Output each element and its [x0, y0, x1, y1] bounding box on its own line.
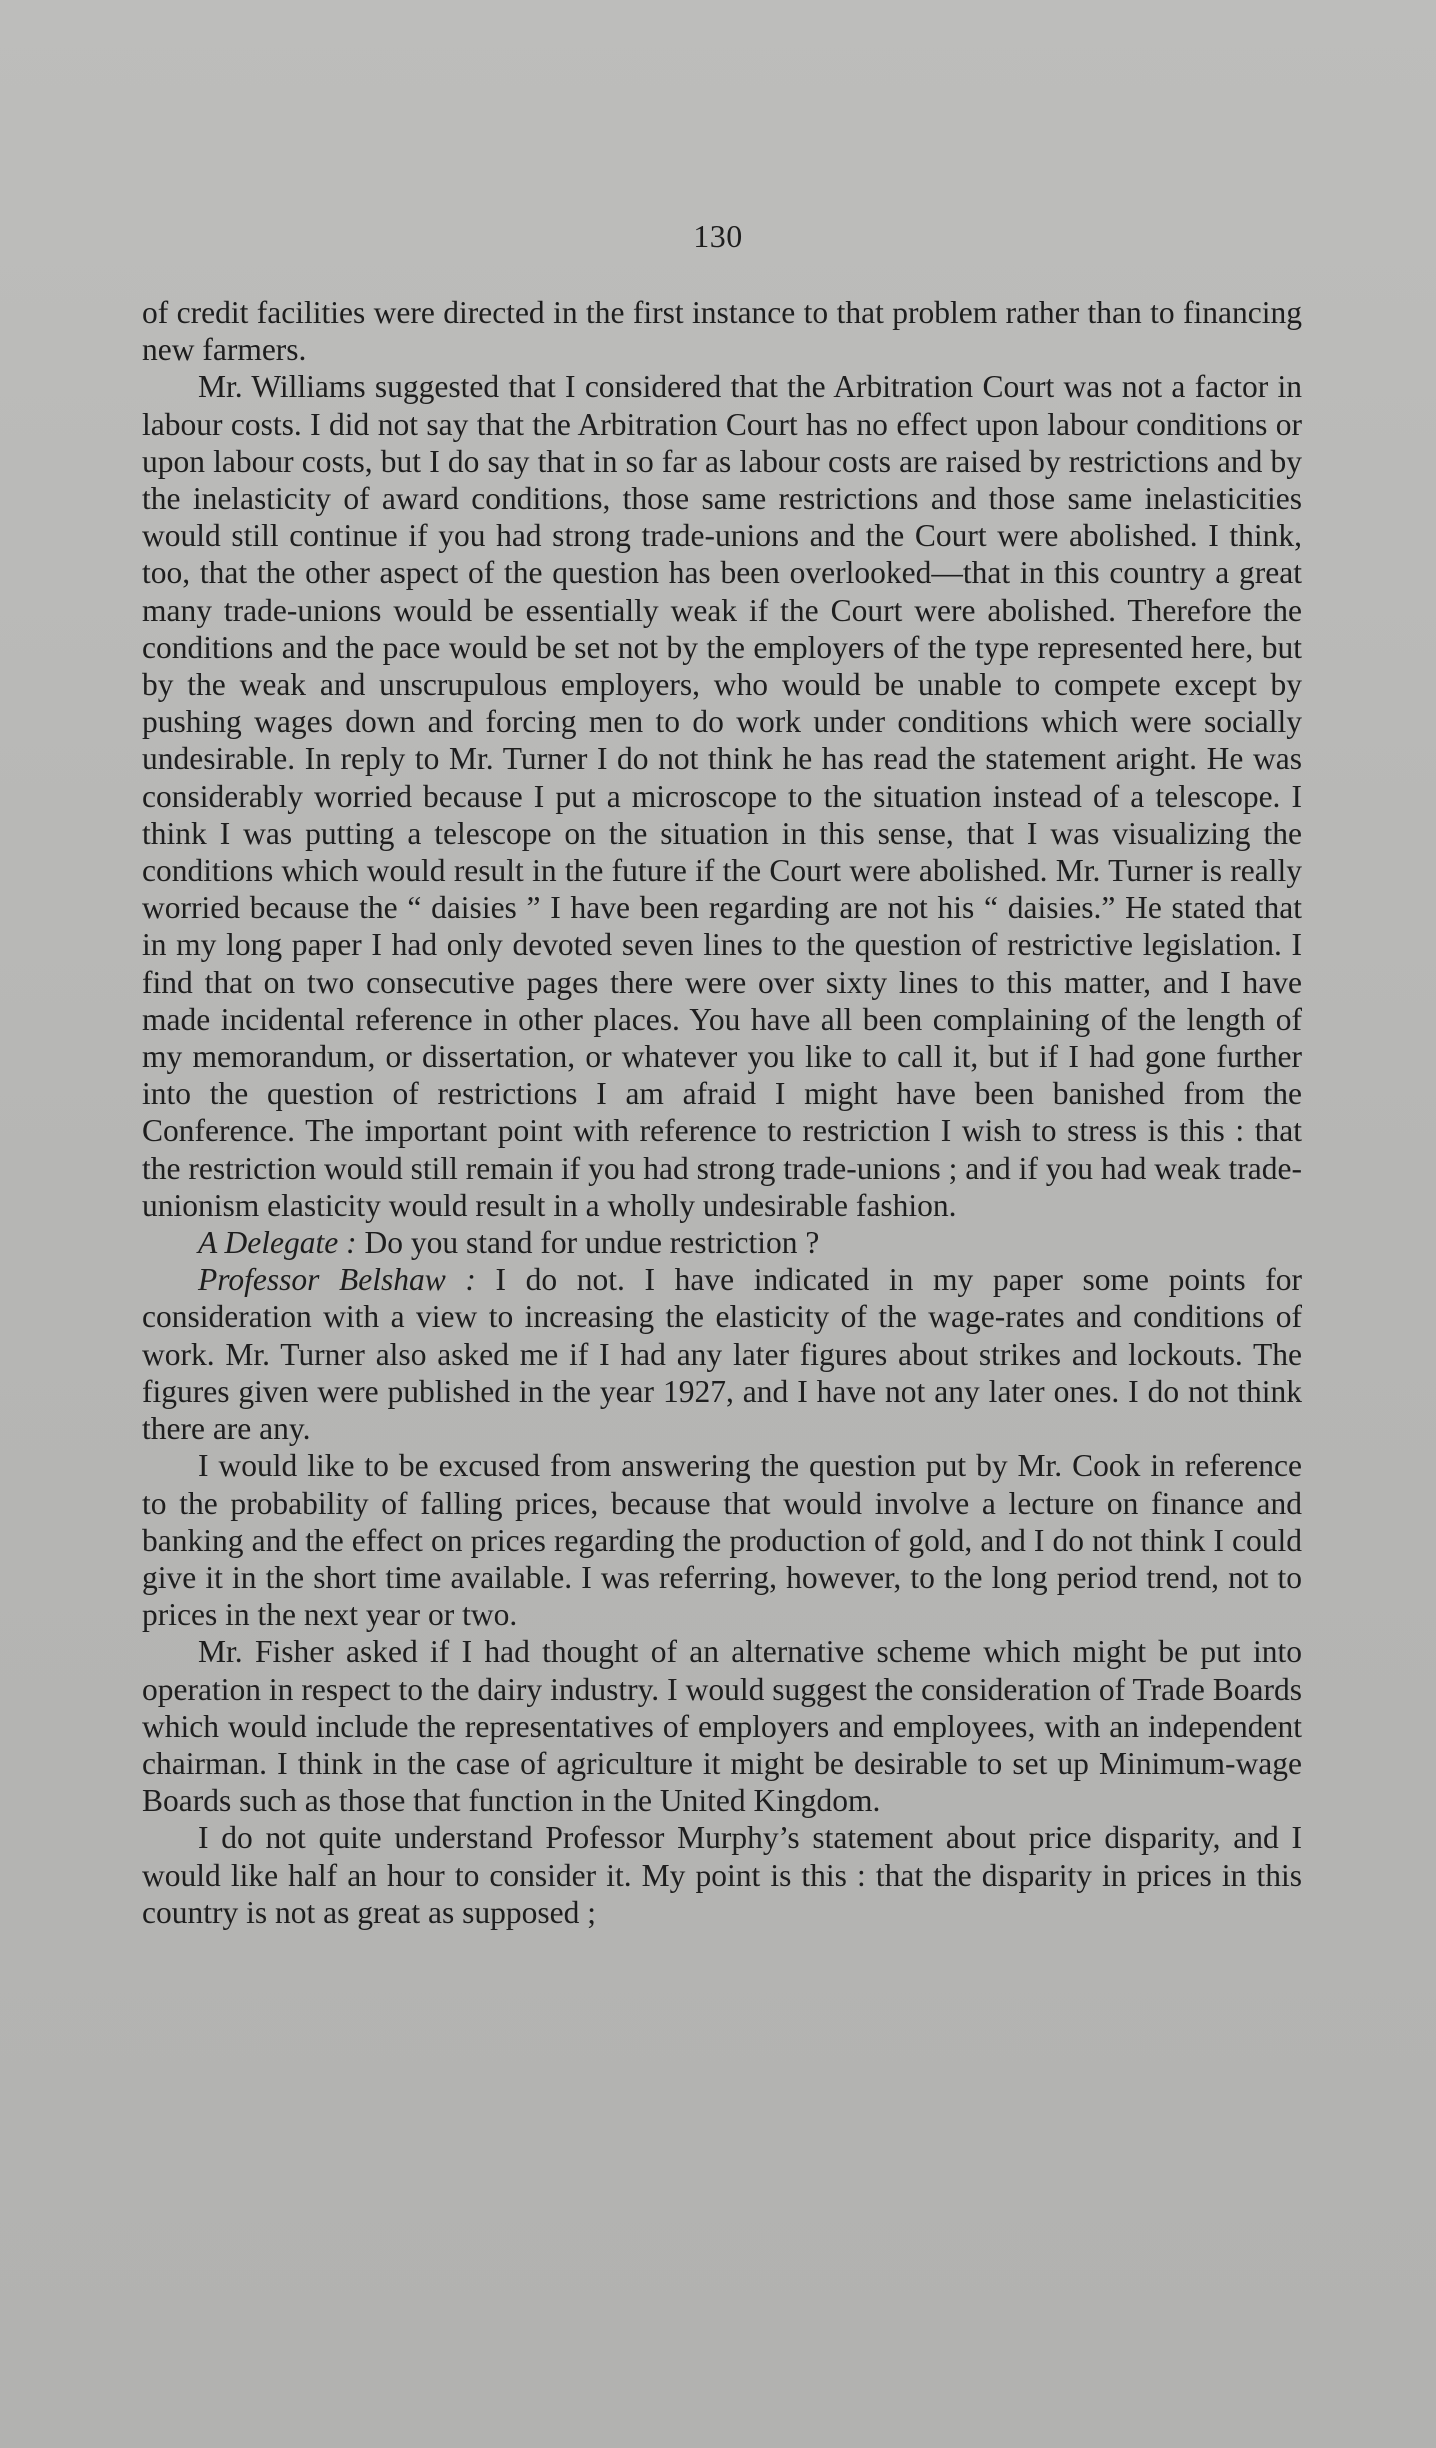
paragraph-text: I would like to be excused from answering the question put by Mr. Cook in reference to the probability of falling prices, because that would involve a lecture on finance and banking and the effect on prices regarding the production of gold, and I do not think I could give it in the short time available. I was referring, however, to the long period trend, not to prices in the next year or two. [142, 1448, 1302, 1633]
paragraph [142, 368, 1302, 1224]
body-text [142, 294, 1302, 1931]
speaker-name: Professor Belshaw : [198, 1262, 476, 1298]
paragraph-text: Do you stand for undue restriction ? [364, 1225, 820, 1261]
paragraph [142, 1447, 1302, 1633]
paragraph [142, 1633, 1302, 1819]
paragraph [142, 1261, 1302, 1447]
paragraph [142, 1224, 1302, 1261]
paragraph-text: Mr. Williams suggested that I considered that the Arbitration Court was not a factor in labour costs. I did not say that the Arbitration Court has no effect upon labour conditions or upon labour costs, but I do say that in so far as labour costs are raised by restrictions and by the inelasticity of award conditions, those same restrictions and those same inelasticities would still continue if you had strong trade-unions and the Court were abolished. I think, too, that the other aspect of the question has been overlooked—that in this country a great many trade-unions would be essentially weak if the Court were abolished. Therefore the conditions and the pace would be set not by the employers of the type represented here, but by the weak and unscrupulous employers, who would be unable to compete except by pushing wages down and forcing men to do work under conditions which were socially undesirable. In reply to Mr. Turner I do not think he has read the statement aright. He was considerably worried because I put a microscope to the situation instead of a telescope. I think I was putting a telescope on the situation in this sense, that I was visualizing the conditions which would result in the future if the Court were abolished. Mr. Turner is really worried because the “ daisies ” I have been regarding are not his “ daisies.” He stated that in my long paper I had only devoted seven lines to the question of restrictive legislation. I find that on two consecutive pages there were over sixty lines to this matter, and I have made incidental reference in other places. You have all been complaining of the length of my memorandum, or dissertation, or whatever you like to call it, but if I had gone further into the question of restrictions I am afraid I might have been banished from the Conference. The important point with reference to restriction I wish to stress is this : that the restriction would still remain if you had strong trade-unions ; and if you had weak trade-unionism elasticity would result in a wholly undesirable fashion. [142, 369, 1302, 1223]
page-number: 130 [693, 218, 743, 254]
paragraph-text: Mr. Fisher asked if I had thought of an alternative scheme which might be put into operation in respect to the dairy industry. I would suggest the consideration of Trade Boards which would include the representatives of employers and employees, with an independent chairman. I think in the case of agriculture it might be desirable to set up Minimum-wage Boards such as those that function in the United Kingdom. [142, 1634, 1302, 1819]
paragraph-text: I do not quite understand Professor Murphy’s statement about price disparity, and I would like half an hour to consider it. My point is this : that the disparity in prices in this country is not as great as supposed ; [142, 1820, 1302, 1930]
paragraph [142, 1819, 1302, 1931]
paragraph [142, 294, 1302, 368]
speaker-name: A Delegate : [198, 1225, 357, 1261]
paragraph-text: of credit facilities were directed in the first instance to that problem rather than to financing new farmers. [142, 295, 1302, 368]
paragraph-text: I do not. I have indicated in my paper some points for consideration with a view to increasing the elasticity of the wage-rates and conditions of work. Mr. Turner also asked me if I had any later figures about strikes and lockouts. The figures given were published in the year 1927, and I have not any later ones. I do not think there are any. [142, 1262, 1302, 1447]
